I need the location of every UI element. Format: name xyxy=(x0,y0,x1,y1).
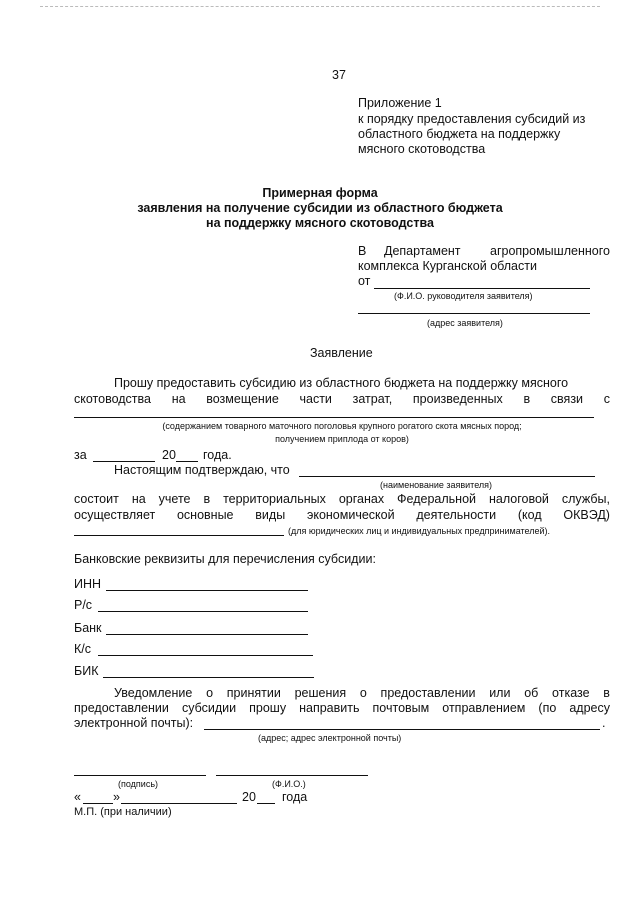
signature-field[interactable] xyxy=(74,775,206,776)
bank-field[interactable] xyxy=(106,634,308,635)
word: о xyxy=(206,686,214,700)
appendix-line: мясного скотоводства xyxy=(358,142,486,156)
inn-field[interactable] xyxy=(106,590,308,591)
addressee-line: комплекса Курганской области xyxy=(358,259,537,273)
bik-label: БИК xyxy=(74,664,99,678)
word: Федеральной xyxy=(397,492,477,506)
ks-label: К/с xyxy=(74,642,92,656)
date-suffix: года xyxy=(282,790,308,804)
appendix-line: к порядку предоставления субсидий из xyxy=(358,112,586,126)
date-year-field[interactable] xyxy=(257,803,275,804)
word: в xyxy=(523,392,531,406)
year-period-field[interactable] xyxy=(93,461,155,462)
year-field[interactable] xyxy=(176,461,198,462)
word: принятии xyxy=(226,686,281,700)
word: предоставлении xyxy=(74,701,169,715)
word: направить xyxy=(299,701,360,715)
inn-label: ИНН xyxy=(74,577,102,591)
word: осуществляет xyxy=(74,508,156,522)
addressee-word: Департамент xyxy=(384,244,461,258)
word: деятельности xyxy=(416,508,497,522)
date-century: 20 xyxy=(242,790,256,804)
addressee-from: от xyxy=(358,274,371,288)
title-line: заявления на получение субсидии из областного бюджета xyxy=(137,201,503,215)
word: части xyxy=(299,392,332,406)
word: Уведомление xyxy=(114,686,193,700)
notice-period: . xyxy=(602,716,606,730)
word: отказе xyxy=(552,686,590,700)
email-address-field[interactable] xyxy=(204,729,600,730)
bank-heading: Банковские реквизиты для перечисления субсидии: xyxy=(74,552,376,566)
word: налоговой xyxy=(489,492,549,506)
addressee-word: агропромышленного xyxy=(490,244,610,258)
word: службы, xyxy=(561,492,610,506)
date-quote-close: » xyxy=(113,790,120,804)
year-century: 20 xyxy=(162,448,176,462)
notice-line-2 xyxy=(74,701,610,715)
word: или xyxy=(489,686,511,700)
word: состоит xyxy=(74,492,119,506)
confirm-text: Настоящим подтверждаю, что xyxy=(114,463,290,477)
word: прошу xyxy=(249,701,287,715)
word: в xyxy=(203,492,211,506)
word: почтовым xyxy=(372,701,430,715)
reason-caption-1: (содержанием товарного маточного поголовья крупного рогатого скота мясных пород; xyxy=(162,421,522,431)
word: учете xyxy=(158,492,191,506)
bank-label: Банк xyxy=(74,621,102,635)
signer-fio-caption: (Ф.И.О.) xyxy=(272,779,306,789)
word: (по xyxy=(538,701,557,715)
scan-edge xyxy=(40,6,600,7)
word: о xyxy=(359,686,367,700)
word: предоставлении xyxy=(380,686,476,700)
notice-line-1 xyxy=(114,686,610,700)
request-line-1: Прошу предоставить субсидию из областного бюджета на поддержку мясного xyxy=(114,376,569,390)
page-number: 37 xyxy=(332,68,346,82)
okved-caption: (для юридических лиц и индивидуальных предпринимателей). xyxy=(288,526,551,536)
rs-field[interactable] xyxy=(98,611,308,612)
email-caption: (адрес; адрес электронной почты) xyxy=(258,733,402,743)
applicant-name-caption: (наименование заявителя) xyxy=(380,480,493,490)
word: основные xyxy=(176,508,234,522)
word: ОКВЭД) xyxy=(563,508,610,522)
word: адресу xyxy=(569,701,610,715)
request-line-2 xyxy=(74,392,610,406)
ks-field[interactable] xyxy=(98,655,313,656)
tax-line xyxy=(74,492,610,506)
year-prefix: за xyxy=(74,448,87,462)
notice-line-3: электронной почты): xyxy=(74,716,194,730)
reason-field[interactable] xyxy=(74,417,594,418)
appendix-line: Приложение 1 xyxy=(358,96,442,110)
applicant-fio-field[interactable] xyxy=(374,288,590,289)
word: (код xyxy=(517,508,542,522)
appendix-line: областного бюджета на поддержку xyxy=(358,127,561,141)
date-quote-open: « xyxy=(74,790,81,804)
signature-caption: (подпись) xyxy=(118,779,159,789)
signer-fio-field[interactable] xyxy=(216,775,368,776)
word: отправлением xyxy=(442,701,526,715)
addressee-word: В xyxy=(358,244,367,258)
okved-field[interactable] xyxy=(74,535,284,536)
fio-caption: (Ф.И.О. руководителя заявителя) xyxy=(394,291,533,301)
applicant-address-field[interactable] xyxy=(358,313,590,314)
title-line: на поддержку мясного скотоводства xyxy=(206,216,434,230)
word: экономической xyxy=(306,508,395,522)
word: субсидии xyxy=(181,701,237,715)
okved-line xyxy=(74,508,610,522)
address-caption: (адрес заявителя) xyxy=(427,318,503,328)
word: скотоводства xyxy=(74,392,151,406)
word: на xyxy=(131,492,146,506)
word: решения xyxy=(294,686,347,700)
word: в xyxy=(603,686,610,700)
word: с xyxy=(603,392,610,406)
word: возмещение xyxy=(206,392,279,406)
applicant-name-field[interactable] xyxy=(299,476,595,477)
reason-caption-2: получением приплода от коров) xyxy=(275,434,409,444)
word: об xyxy=(524,686,539,700)
day-field[interactable] xyxy=(83,803,113,804)
word: на xyxy=(171,392,186,406)
bik-field[interactable] xyxy=(103,677,314,678)
word: территориальных xyxy=(223,492,326,506)
word: связи xyxy=(550,392,584,406)
word: произведенных xyxy=(412,392,503,406)
month-field[interactable] xyxy=(121,803,237,804)
word: органах xyxy=(338,492,385,506)
word: виды xyxy=(255,508,286,522)
rs-label: Р/с xyxy=(74,598,93,612)
year-suffix: года. xyxy=(203,448,232,462)
stamp-note: М.П. (при наличии) xyxy=(74,806,172,818)
statement-heading: Заявление xyxy=(310,346,373,360)
title-line: Примерная форма xyxy=(262,186,378,200)
word: затрат, xyxy=(352,392,393,406)
